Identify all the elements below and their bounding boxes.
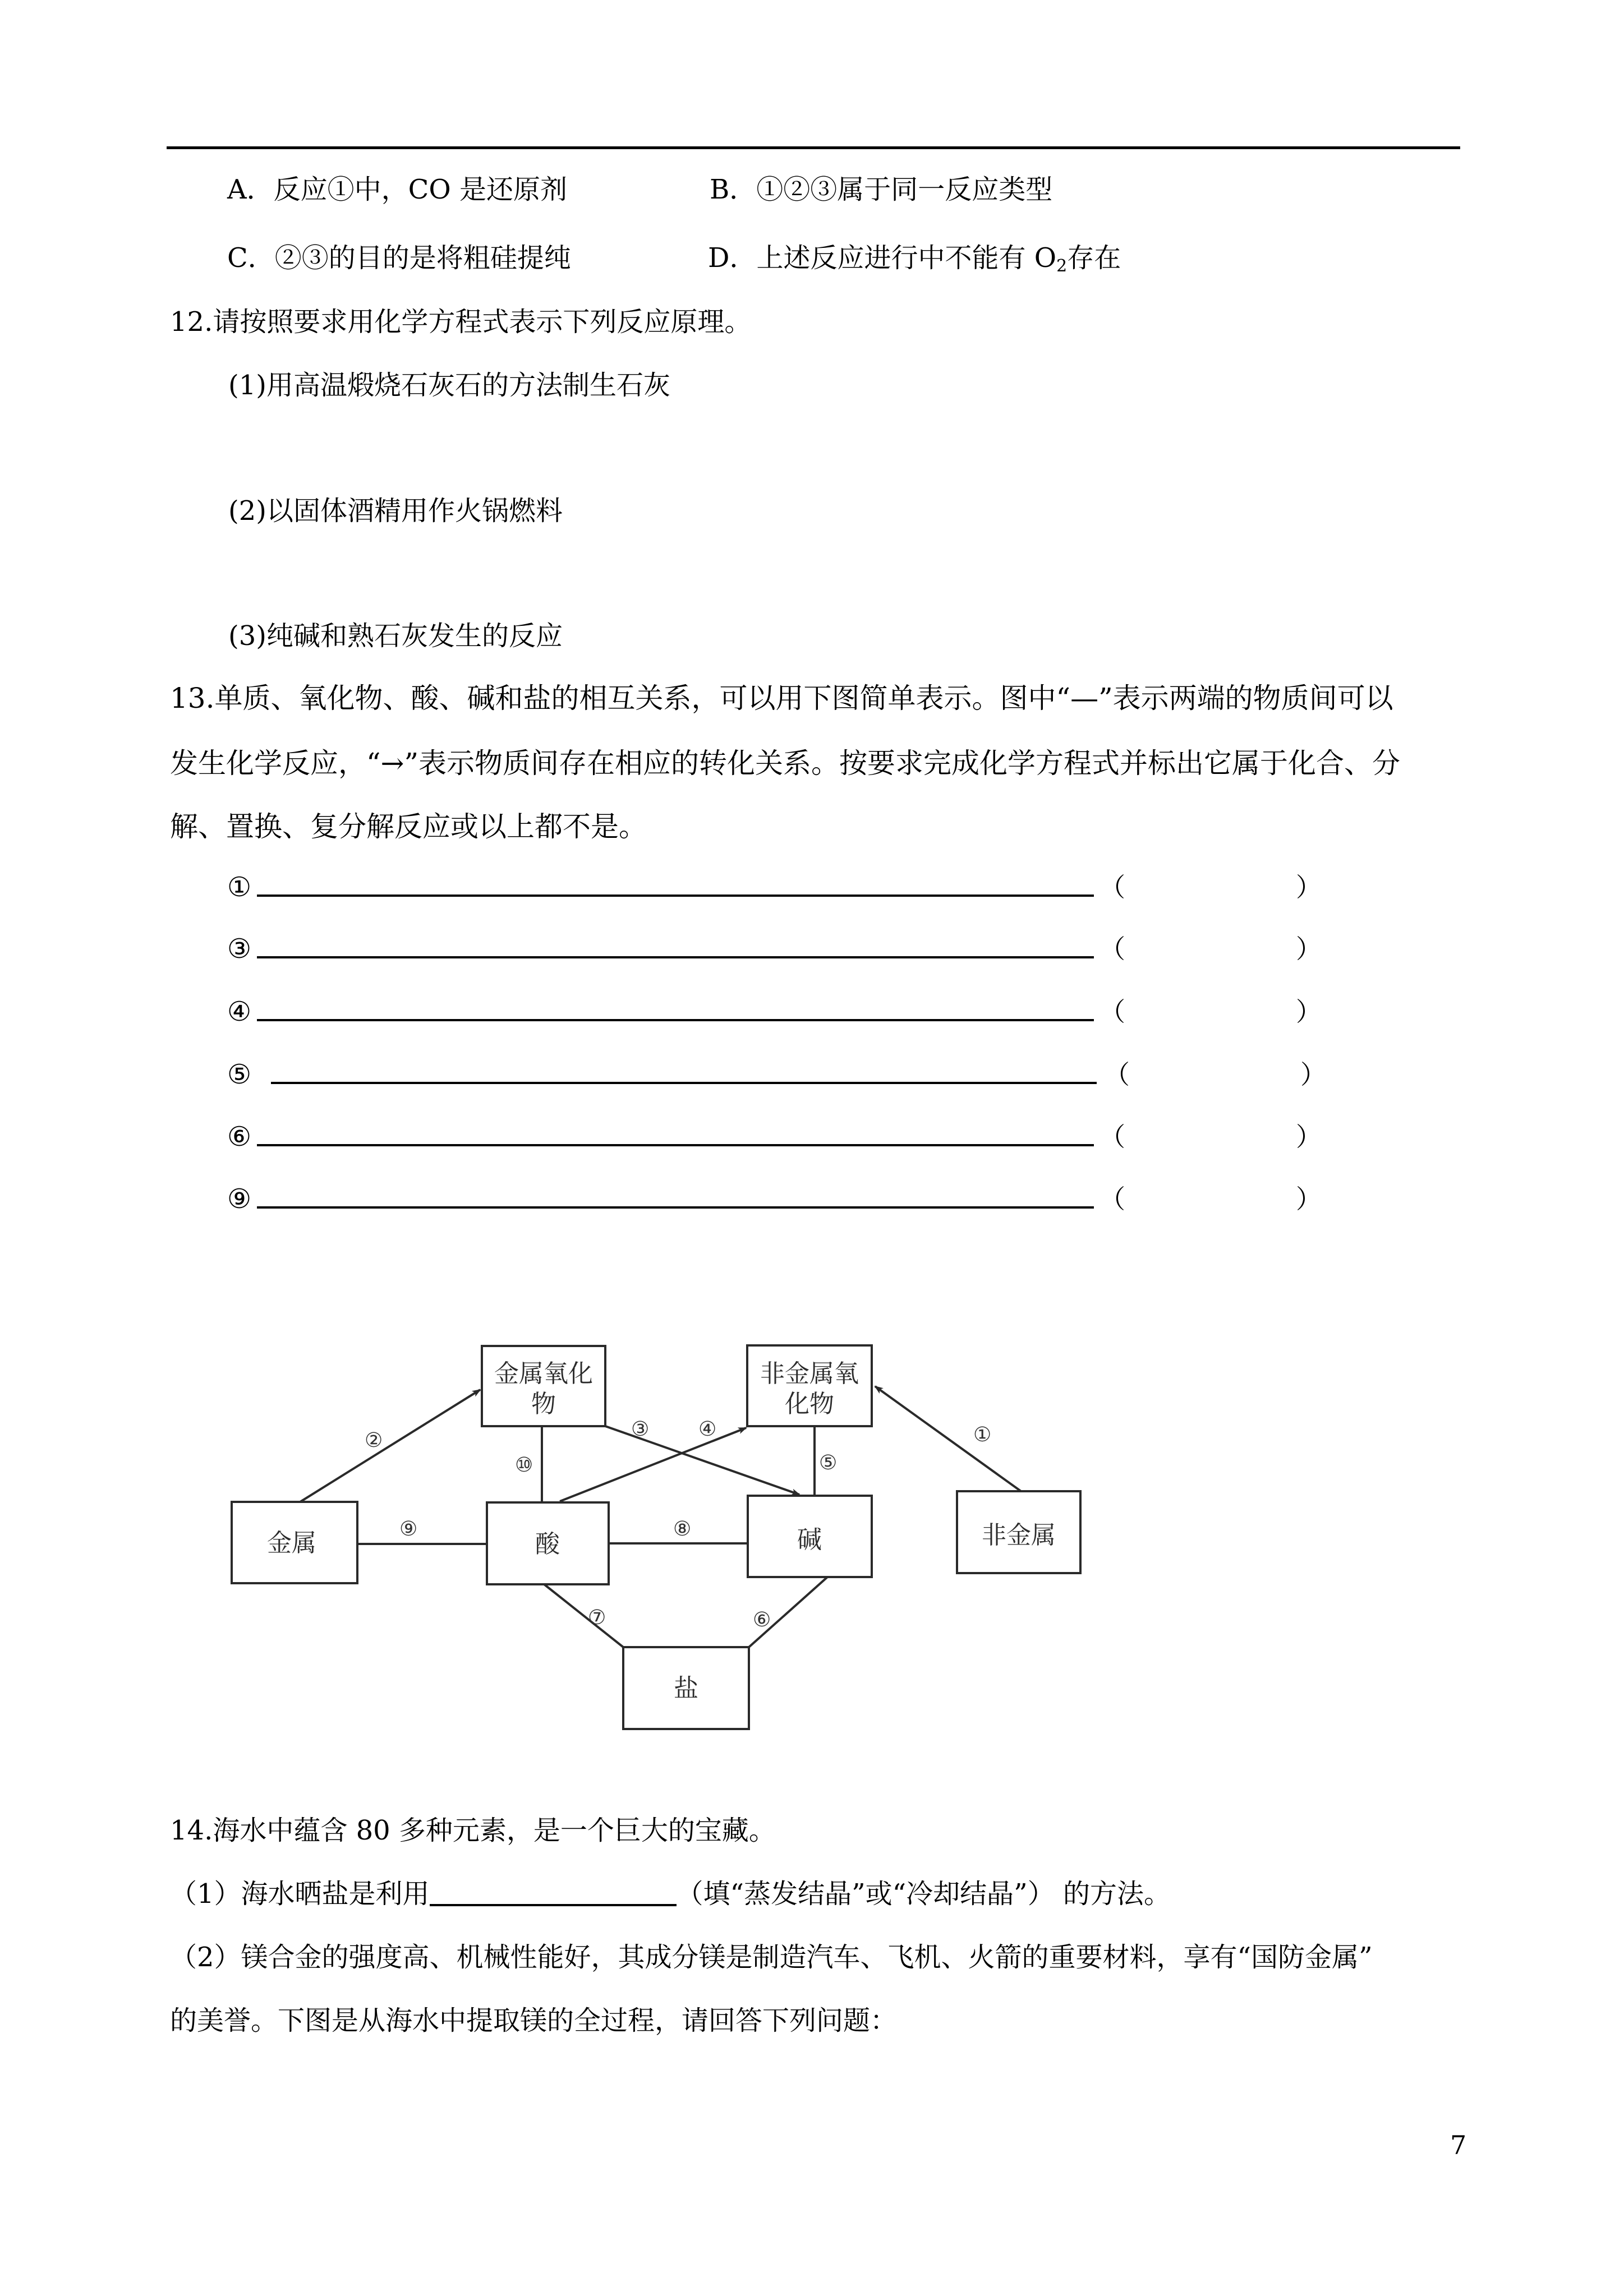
reaction-label-9: ⑨ [399,1518,418,1541]
q13-line-3: 解、置换、复分解反应或以上都不是。 [170,810,647,843]
option-b: B．①②③属于同一反应类型 [710,174,1053,205]
q12-item-3: (3)纯碱和熟石灰发生的反应 [228,620,563,652]
blank-number: ⑨ [227,1183,252,1215]
q14-stem: 14.海水中蕴含 80 多种元素，是一个巨大的宝藏。 [170,1815,776,1846]
box-nonmetal-oxide-label-1: 非金属氧 [760,1359,859,1388]
q13-line-1: 13.单质、氧化物、酸、碱和盐的相互关系，可以用下图简单表示。图中“—”表示两端的物质间可以 [170,682,1393,714]
box-nonmetal-oxide-label-2: 化物 [785,1390,834,1418]
arrow-r4-acid-to-nonmetal-oxide [560,1428,746,1501]
blank-number: ④ [227,996,252,1027]
reaction-label-3: ③ [631,1418,650,1441]
reaction-label-10: ⑩ [515,1454,533,1477]
q14-part-2-line-2: 的美誉。下图是从海水中提取镁的全过程，请回答下列问题： [170,2005,898,2036]
reaction-label-2: ② [365,1429,383,1452]
q14-part-1-blank[interactable] [430,1877,677,1906]
q14-part-1-hint: （填“蒸发结晶”或“冷却结晶”） 的方法。 [676,1878,1171,1910]
box-base-label: 碱 [797,1525,822,1554]
line-r7-acid-salt [544,1584,623,1647]
arrow-r1-nonmetal-to-nonmetal-oxide [875,1386,1021,1491]
box-metal-oxide-label-2: 物 [531,1390,556,1418]
open-paren: （ [1099,934,1125,964]
box-acid-label: 酸 [535,1530,560,1559]
reaction-label-5: ⑤ [819,1451,838,1474]
option-a: A．反应①中，CO 是还原剂 [227,174,568,205]
reaction-label-4: ④ [698,1418,717,1441]
q14-part-2-line-1: （2）镁合金的强度高、机械性能好，其成分镁是制造汽车、飞机、火箭的重要材料，享有“国防金属” [170,1942,1373,1973]
reaction-label-1: ① [973,1423,992,1446]
open-paren: （ [1099,1184,1125,1214]
arrow-r2-metal-to-metal-oxide [300,1390,480,1502]
reaction-label-7: ⑦ [588,1606,606,1629]
q12-item-2: (2)以固体酒精用作火锅燃料 [228,495,563,527]
close-paren: ） [1296,1122,1322,1152]
open-paren: （ [1104,1059,1130,1090]
close-paren: ） [1296,872,1322,902]
blank-number: ① [227,872,252,903]
option-d-subscript: 2 [1056,256,1068,276]
blank-number: ③ [227,933,252,965]
blank-number: ⑤ [227,1059,252,1090]
open-paren: （ [1099,997,1125,1027]
reaction-label-8: ⑧ [673,1518,692,1541]
close-paren: ） [1296,997,1322,1027]
q14-part-1-text: （1）海水晒盐是利用 [170,1878,430,1910]
open-paren: （ [1099,872,1125,902]
open-paren: （ [1099,1122,1125,1152]
close-paren: ） [1296,1184,1322,1214]
box-nonmetal-label: 非金属 [982,1521,1056,1550]
reaction-label-6: ⑥ [753,1608,771,1631]
page-number: 7 [1450,2130,1467,2160]
close-paren: ） [1296,934,1322,964]
q13-line-2: 发生化学反应，“→”表示物质间存在相应的转化关系。按要求完成化学方程式并标出它属于化合、分 [170,747,1401,780]
q12-item-1: (1)用高温煅烧石灰石的方法制生石灰 [228,370,670,401]
box-metal-label: 金属 [267,1529,316,1557]
close-paren: ） [1300,1059,1326,1090]
option-c: C．②③的目的是将粗硅提纯 [227,242,571,274]
option-d-text: D．上述反应进行中不能有 O [708,242,1057,274]
box-metal-oxide-label-1: 金属氧化 [494,1359,593,1388]
option-d-text-end: 存在 [1067,242,1121,274]
q14-part-1 [170,1877,1171,1911]
box-salt-label: 盐 [674,1674,698,1703]
blank-number: ⑥ [227,1121,252,1152]
q12-stem: 12.请按照要求用化学方程式表示下列反应原理。 [170,306,752,338]
